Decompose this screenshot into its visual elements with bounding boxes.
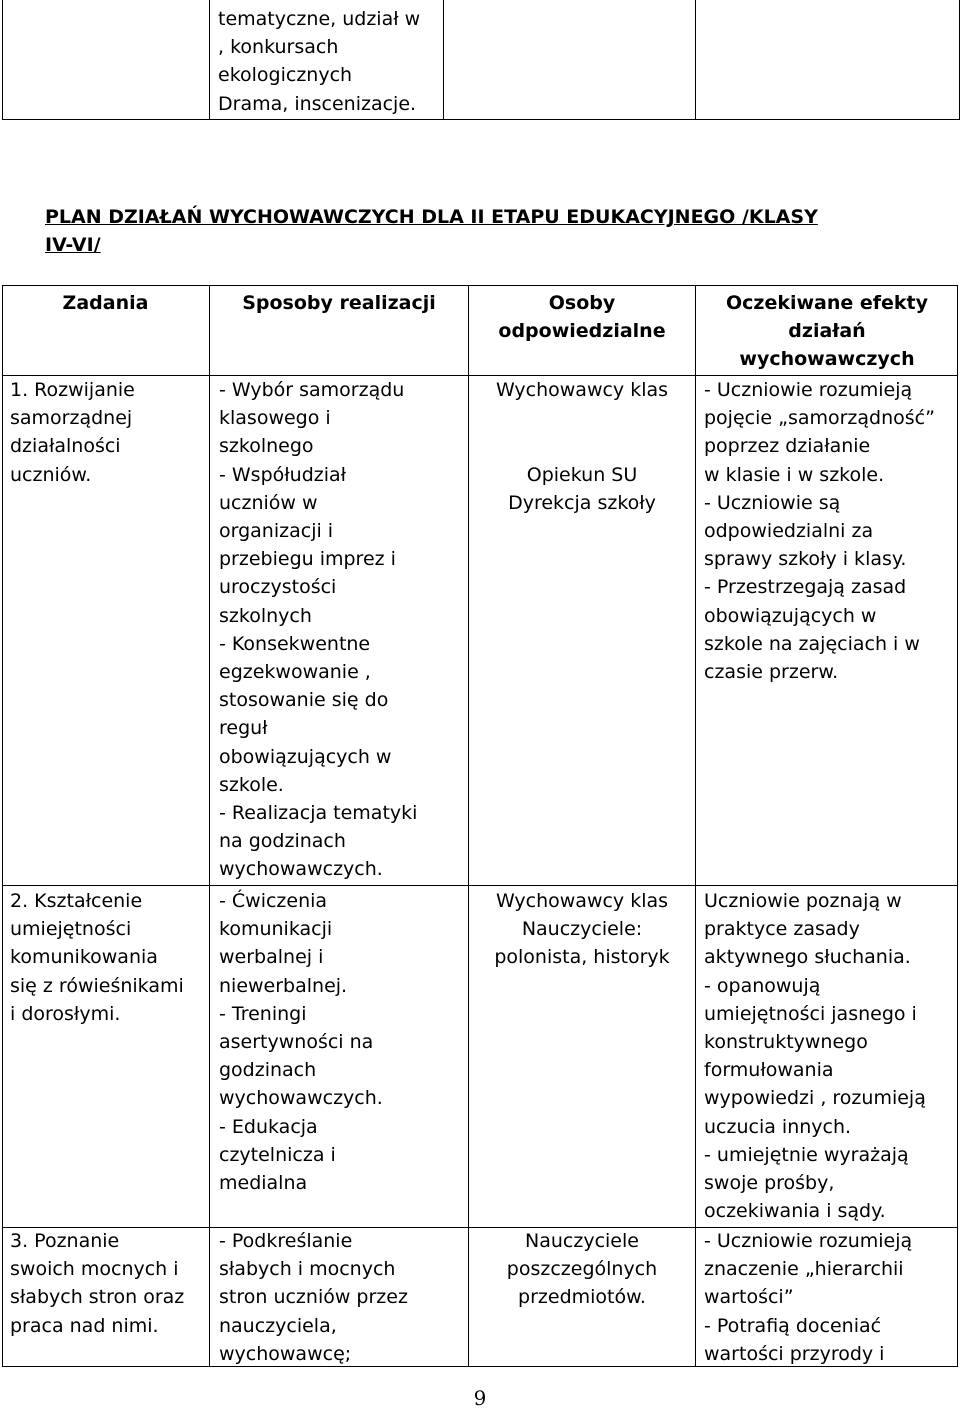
text-line: - Podkreślanie bbox=[219, 1230, 353, 1252]
text-line: klasowego i bbox=[219, 407, 331, 430]
row-1-methods bbox=[219, 376, 417, 884]
row-2-effects bbox=[704, 887, 926, 1225]
text-line: Wychowawcy klas bbox=[495, 379, 669, 401]
text-line: się z rówieśnikami bbox=[10, 974, 184, 997]
text-line: Nauczyciele: bbox=[521, 918, 643, 941]
text-line: szkole. bbox=[219, 773, 284, 796]
top-table-fragment bbox=[2, 0, 960, 120]
text-line: działań bbox=[788, 320, 866, 342]
text-line: i dorosłymi. bbox=[10, 1002, 121, 1025]
text-line: ekologicznych bbox=[218, 64, 353, 87]
text-line: swoich mocnych i bbox=[10, 1258, 179, 1281]
section-heading bbox=[45, 203, 945, 259]
text-line: umiejętności jasnego i bbox=[704, 1002, 917, 1025]
text-line: PLAN DZIAŁAŃ WYCHOWAWCZYCH DLA II ETAPU EDUKACYJNEGO /KLASY bbox=[45, 206, 818, 228]
text-line: praktyce zasady bbox=[704, 918, 860, 941]
text-line: Drama, inscenizacje. bbox=[218, 92, 417, 115]
text-line: uroczystości bbox=[219, 576, 337, 599]
text-line: swoje prośby, bbox=[704, 1172, 835, 1195]
text-line: aktywnego słuchania. bbox=[704, 946, 911, 969]
row-1-responsible bbox=[469, 376, 695, 517]
text-line: obowiązujących w bbox=[219, 745, 392, 768]
text-line: odpowiedzialni za bbox=[704, 520, 874, 543]
text-line: słabych stron oraz bbox=[10, 1286, 185, 1309]
text-line: Osoby bbox=[548, 292, 616, 314]
text-line: znaczenie „hierarchii bbox=[704, 1258, 904, 1281]
text-line: 2. Kształcenie bbox=[10, 890, 143, 912]
text-line: 1. Rozwijanie bbox=[10, 379, 135, 401]
text-line: tematyczne, udział w bbox=[218, 8, 421, 30]
text-line: uczucia innych. bbox=[704, 1115, 852, 1138]
text-line: pojęcie „samorządność” bbox=[704, 407, 935, 430]
text-line: Wychowawcy klas bbox=[495, 890, 669, 912]
text-line: wychowawczych. bbox=[219, 1087, 383, 1110]
top-table-divider-3 bbox=[695, 0, 696, 119]
text-line: Oczekiwane efekty bbox=[725, 292, 929, 314]
text-line: Opiekun SU bbox=[526, 463, 638, 486]
text-line: - opanowują bbox=[704, 974, 821, 997]
text-line: Nauczyciele bbox=[525, 1230, 639, 1252]
text-line: poprzez działanie bbox=[704, 435, 871, 458]
text-line: IV-VI/ bbox=[45, 234, 101, 256]
text-line: praca nad nimi. bbox=[10, 1314, 159, 1337]
text-line: - Uczniowie rozumieją bbox=[704, 379, 913, 401]
text-line: - umiejętnie wyrażają bbox=[704, 1143, 909, 1166]
text-line: - Ćwiczenia bbox=[219, 890, 328, 912]
text-line: Dyrekcja szkoły bbox=[508, 491, 656, 514]
text-line: reguł bbox=[219, 717, 268, 740]
text-line: słabych i mocnych bbox=[219, 1258, 396, 1281]
text-line: egzekwowanie , bbox=[219, 661, 371, 684]
text-line: w klasie i w szkole. bbox=[704, 463, 885, 486]
text-line: - Potrafią doceniać bbox=[704, 1314, 882, 1337]
text-line: szkole na zajęciach i w bbox=[704, 632, 920, 655]
text-line: - Realizacja tematyki bbox=[219, 802, 418, 825]
text-line: Zadania bbox=[62, 292, 149, 314]
text-line bbox=[469, 432, 695, 460]
text-line: komunikacji bbox=[219, 918, 333, 941]
text-line: polonista, historyk bbox=[494, 946, 670, 969]
text-line: organizacji i bbox=[219, 520, 334, 543]
text-line: Sposoby realizacji bbox=[242, 292, 436, 314]
text-line: wychowawczych bbox=[739, 348, 915, 370]
text-line: - Treningi bbox=[219, 1002, 307, 1025]
text-line: godzinach bbox=[219, 1059, 317, 1082]
text-line: 3. Poznanie bbox=[10, 1230, 120, 1252]
row-3-task bbox=[10, 1227, 184, 1340]
text-line: obowiązujących w bbox=[704, 604, 877, 627]
text-line: czytelnicza i bbox=[219, 1143, 336, 1166]
text-line: przedmiotów. bbox=[518, 1286, 646, 1309]
column-header-responsible bbox=[469, 289, 695, 345]
text-line: przebiegu imprez i bbox=[219, 548, 396, 571]
text-line: , konkursach bbox=[218, 36, 339, 59]
top-table-divider-1 bbox=[209, 0, 210, 119]
text-line: uczniów w bbox=[219, 491, 318, 514]
row-2-task bbox=[10, 887, 184, 1028]
table-column-divider-1 bbox=[209, 285, 210, 1367]
text-line: - Współudział bbox=[219, 463, 347, 486]
row-3-effects bbox=[704, 1227, 912, 1368]
text-line: uczniów. bbox=[10, 463, 92, 486]
text-line: wypowiedzi , rozumieją bbox=[704, 1087, 926, 1110]
text-line: werbalnej i bbox=[219, 946, 324, 969]
text-line: - Wybór samorządu bbox=[219, 379, 405, 401]
text-line: poszczególnych bbox=[506, 1258, 658, 1281]
top-table-cell-text bbox=[218, 5, 420, 118]
row-2-responsible bbox=[469, 887, 695, 972]
text-line: wartości przyrody i bbox=[704, 1342, 885, 1365]
text-line: nauczyciela, bbox=[219, 1314, 337, 1337]
text-line: medialna bbox=[219, 1172, 308, 1195]
text-line: szkolnego bbox=[219, 435, 314, 458]
text-line: konstruktywnego bbox=[704, 1031, 868, 1054]
text-line: oczekiwania i sądy. bbox=[704, 1200, 886, 1223]
text-line: Uczniowie poznają w bbox=[704, 890, 902, 912]
text-line: stosowanie się do bbox=[219, 689, 389, 712]
table-left-border bbox=[2, 285, 3, 1367]
text-line: czasie przerw. bbox=[704, 661, 839, 684]
table-column-divider-3 bbox=[695, 285, 696, 1367]
text-line: niewerbalnej. bbox=[219, 974, 348, 997]
text-line: wychowawcę; bbox=[219, 1342, 352, 1365]
column-header-methods bbox=[210, 289, 468, 317]
table-top-border bbox=[2, 285, 958, 286]
text-line: - Uczniowie rozumieją bbox=[704, 1230, 913, 1252]
text-line: sprawy szkoły i klasy. bbox=[704, 548, 907, 571]
text-line: - Uczniowie są bbox=[704, 491, 841, 514]
text-line: wartości” bbox=[704, 1286, 794, 1309]
text-line: - Przestrzegają zasad bbox=[704, 576, 907, 599]
text-line: komunikowania bbox=[10, 946, 158, 969]
text-line: - Konsekwentne bbox=[219, 632, 371, 655]
text-line: szkolnych bbox=[219, 604, 312, 627]
text-line: odpowiedzialne bbox=[498, 320, 666, 342]
text-line: asertywności na bbox=[219, 1031, 374, 1054]
row-1-task bbox=[10, 376, 135, 489]
text-line: działalności bbox=[10, 435, 121, 458]
row-3-responsible bbox=[469, 1227, 695, 1312]
row-2-methods bbox=[219, 887, 383, 1197]
text-line: formułowania bbox=[704, 1059, 834, 1082]
text-line: na godzinach bbox=[219, 830, 346, 853]
column-header-tasks bbox=[2, 289, 209, 317]
text-line: wychowawczych. bbox=[219, 858, 383, 881]
text-line bbox=[469, 404, 695, 432]
row-1-border bbox=[2, 885, 958, 886]
page-number: 9 bbox=[473, 1386, 487, 1410]
table-right-border bbox=[957, 285, 958, 1367]
text-line: umiejętności bbox=[10, 918, 132, 941]
column-header-effects bbox=[696, 289, 958, 373]
top-table-divider-2 bbox=[443, 0, 444, 119]
text-line: - Edukacja bbox=[219, 1115, 318, 1138]
row-3-methods bbox=[219, 1227, 408, 1368]
text-line: stron uczniów przez bbox=[219, 1286, 408, 1309]
text-line: samorządnej bbox=[10, 407, 133, 430]
row-1-effects bbox=[704, 376, 935, 686]
